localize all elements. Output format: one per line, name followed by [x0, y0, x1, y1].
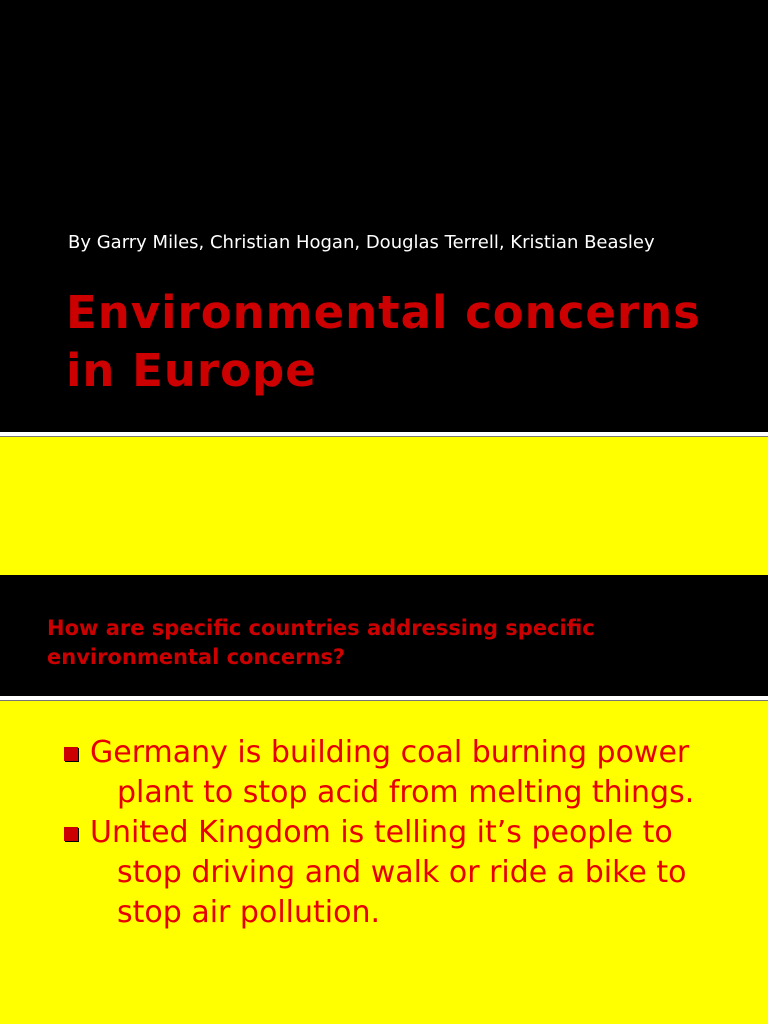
list-item — [64, 813, 744, 933]
square-bullet-icon — [64, 747, 78, 761]
bullet-text: Germany is building coal burning power plant to stop acid from melting things. — [90, 735, 695, 810]
authors-text: By Garry Miles, Christian Hogan, Douglas Terrell, Kristian Beasley — [68, 232, 655, 253]
question-heading: How are specific countries addressing specific environmental concerns? — [47, 616, 595, 669]
blank-slide-band — [0, 437, 768, 575]
slide-title: Environmental concerns in Europe — [66, 286, 701, 397]
bullet-list — [64, 733, 744, 933]
square-bullet-icon — [64, 827, 78, 841]
bullet-text: United Kingdom is telling it’s people to stop driving and walk or ride a bike to stop air pollution. — [90, 815, 687, 930]
list-item — [64, 733, 744, 813]
title-slide — [0, 0, 768, 432]
